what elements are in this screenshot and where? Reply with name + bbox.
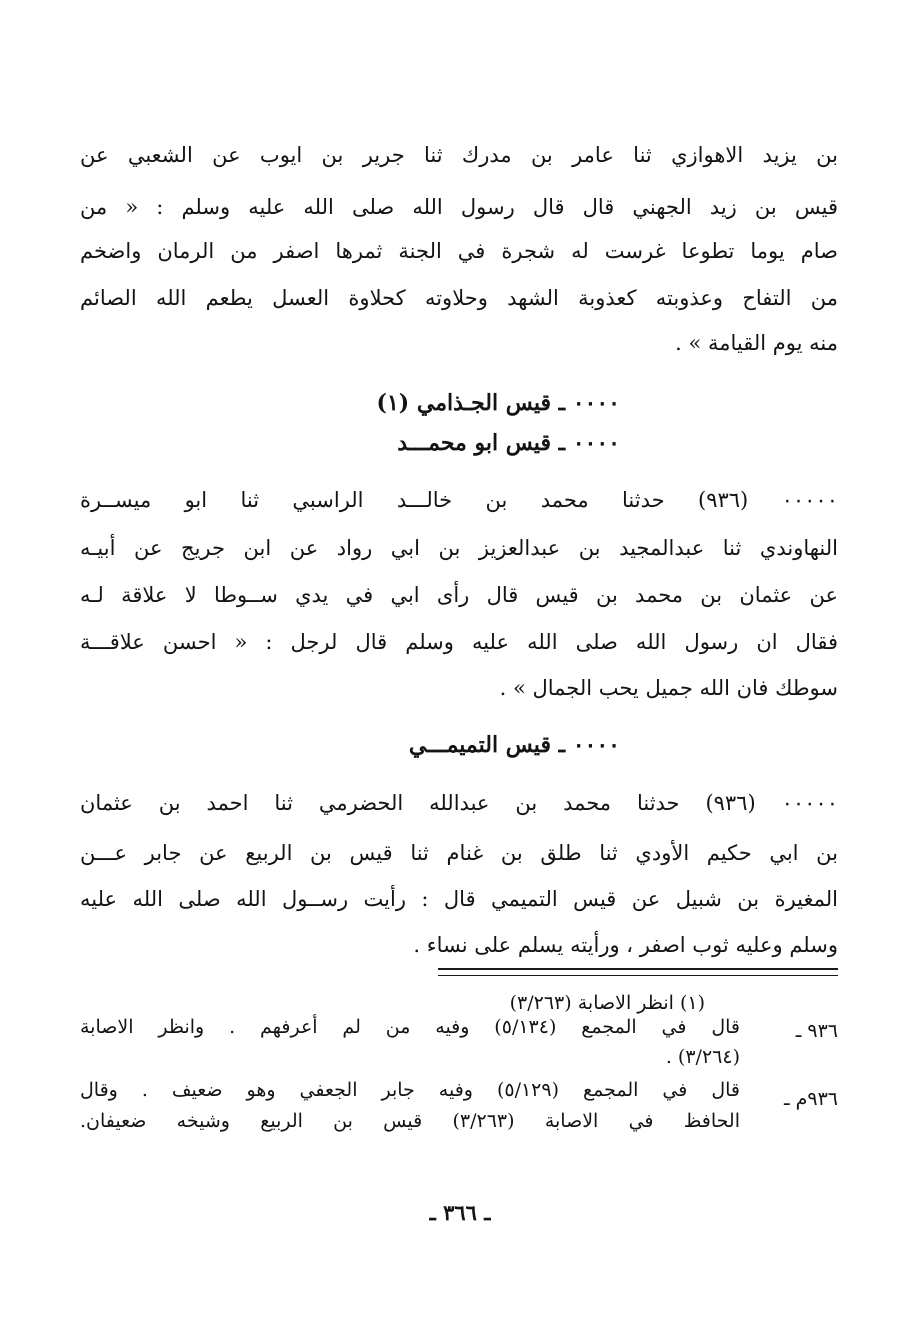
hadith-936-line-2: النهاوندي ثنا عبدالمجيد بن عبدالعزيز بن ابي رواد عن ابن جريج عن أبيـه bbox=[80, 536, 838, 560]
footnote-936m-line-2: الحافظ في الاصابة (٣/٢٦٣) قيس بن الربيع وشيخه ضعيفان. bbox=[80, 1110, 741, 1132]
hadith-936-line-1: ٠٠٠٠٠ (٩٣٦) حدثنا محمد بن خالـــد الراسبي ثنا ابو ميســرة bbox=[80, 488, 838, 512]
hadith-936m-line-1: ٠٠٠٠٠ (٩٣٦) حدثنا محمد بن عبدالله الحضرمي ثنا احمد بن عثمان bbox=[80, 791, 838, 815]
top-paragraph-line-5: منه يوم القيامة » . bbox=[675, 331, 838, 355]
top-paragraph-line-2: قيس بن زيد الجهني قال قال رسول الله صلى الله عليه وسلم : « من bbox=[80, 195, 838, 219]
top-paragraph-line-1: بن يزيد الاهوازي ثنا عامر بن مدرك ثنا جرير بن ايوب عن الشعبي عن bbox=[80, 143, 838, 167]
footnote-936-line-1: قال في المجمع (٥/١٣٤) وفيه من لم أعرفهم . وانظر الاصابة bbox=[80, 1016, 741, 1038]
hadith-936-line-5: سوطك فان الله جميل يحب الجمال » . bbox=[499, 676, 838, 700]
section-heading-qays-abu-muhammad: ٠٠٠٠ ـ قيس ابو محمـــد bbox=[397, 430, 620, 456]
page-number: ـ ٣٦٦ ـ bbox=[429, 1200, 491, 1225]
hadith-936m-line-2: بن ابي حكيم الأودي ثنا طلق بن غنام ثنا قيس بن الربيع عن جابر عـــن bbox=[80, 841, 838, 865]
hadith-936m-line-4: وسلم وعليه ثوب اصفر ، ورأيته يسلم على نساء . bbox=[413, 933, 838, 957]
footnote-separator bbox=[438, 968, 838, 970]
footnote-1: (١) انظر الاصابة (٣/٢٦٣) bbox=[509, 992, 705, 1014]
hadith-936-line-3: عن عثمان بن محمد بن قيس قال رأى ابي في يدي ســوطا لا علاقة لـه bbox=[80, 583, 838, 607]
section-heading-qays-judhami: ٠٠٠٠ ـ قيس الجـذامي (١) bbox=[376, 390, 620, 416]
footnote-936m-line-1: قال في المجمع (٥/١٢٩) وفيه جابر الجعفي وهو ضعيف . وقال bbox=[80, 1079, 740, 1101]
footnote-separator-thin bbox=[438, 975, 838, 976]
hadith-936m-line-3: المغيرة بن شبيل عن قيس التميمي قال : رأيت رســول الله صلى الله عليه bbox=[80, 887, 838, 911]
hadith-936-line-4: فقال ان رسول الله صلى الله عليه وسلم قال لرجل : « احسن علاقـــة bbox=[80, 630, 838, 654]
footnote-936m-marker: ٩٣٦م ـ bbox=[784, 1088, 838, 1110]
top-paragraph-line-3: صام يوما تطوعا غرست له شجرة في الجنة ثمرها اصفر من الرمان واضخم bbox=[80, 239, 838, 263]
top-paragraph-line-4: من التفاح وعذوبته كعذوبة الشهد وحلاوته كحلاوة العسل يطعم الله الصائم bbox=[80, 286, 838, 310]
section-heading-qays-tamimi: ٠٠٠٠ ـ قيس التميمـــي bbox=[408, 732, 620, 758]
footnote-936-marker: ٩٣٦ ـ bbox=[795, 1020, 838, 1042]
footnote-936-line-2: (٣/٢٦٤) . bbox=[665, 1046, 740, 1068]
